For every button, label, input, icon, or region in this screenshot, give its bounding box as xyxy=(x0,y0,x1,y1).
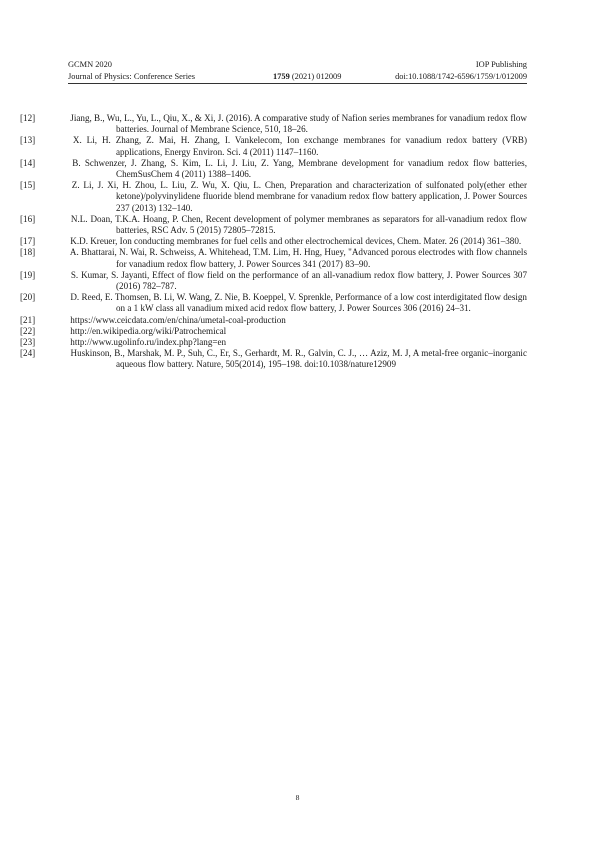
reference-text: Jiang, B., Wu, L., Yu, L., Qiu, X., & Xi, J. (2016). A comparative study of Nafion series membranes for vanadium redox flow batteries. Journal of Membrane Science, 510, 18–26. xyxy=(70,113,528,135)
reference-text: D. Reed, E. Thomsen, B. Li, W. Wang, Z. Nie, B. Koeppel, V. Sprenkle, Performance of a low cost interdigitated flow design on a 1 kW class all vanadium mixed acid redox flow battery, J. Power Sources 306 (2016) 24–31. xyxy=(70,292,527,314)
reference-text: Z. Li, J. Xi, H. Zhou, L. Liu, Z. Wu, X. Qiu, L. Chen, Preparation and characterization of sulfonated poly(ether ether ketone)/polyvinylidene fluoride blend membrane for vanadium redox flow battery application, J. Power Sources 237 (2013) 132–140. xyxy=(71,180,527,213)
reference-text: S. Kumar, S. Jayanti, Effect of flow field on the performance of an all-vanadium redox flow battery, J. Power Sources 307 (2016) 782–787. xyxy=(70,269,527,292)
reference-text: N.L. Doan, T.K.A. Hoang, P. Chen, Recent development of polymer membranes as separators for all-vanadium redox flow batteries, RSC Adv. 5 (2015) 72805–72815. xyxy=(70,213,527,236)
reference-link[interactable]: http://en.wikipedia.org/wiki/Patrochemical xyxy=(70,325,227,336)
reference-item: [24] Huskinson, B., Marshak, M. P., Suh, C., Er, S., Gerhardt, M. R., Galvin, C. J., … Aziz, M. J, A metal-free organic–inorganic aqueous flow battery. Nature, 505(2014), 195–198. doi:10.1038/nature12909 xyxy=(20,348,527,370)
reference-item: [16] N.L. Doan, T.K.A. Hoang, P. Chen, Recent development of polymer membranes as separators for all-vanadium redox flow batteries, RSC Adv. 5 (2015) 72805–72815. xyxy=(20,213,527,236)
reference-text: K.D. Kreuer, Ion conducting membranes for fuel cells and other electrochemical devices, Chem. Mater. 26 (2014) 361–380. xyxy=(70,236,522,247)
reference-text: X. Li, H. Zhang, Z. Mai, H. Zhang, I. Vankelecom, Ion exchange membranes for vanadium redox battery (VRB) applications, Energy Environ. Sci. 4 (2011) 1147–1160. xyxy=(72,135,527,157)
reference-item: [22] http://en.wikipedia.org/wiki/Patrochemical xyxy=(20,325,227,336)
header-divider xyxy=(68,83,527,84)
reference-item: [20] D. Reed, E. Thomsen, B. Li, W. Wang, Z. Nie, B. Koeppel, V. Sprenkle, Performance of a low cost interdigitated flow design on a 1 kW class all vanadium mixed acid redox flow battery, J. Power Sources 306 (2016) 24–31. xyxy=(20,292,527,314)
running-header-bottom xyxy=(68,72,527,82)
reference-link[interactable]: https://www.ceicdata.com/en/china/umetal-coal-production xyxy=(70,314,286,325)
reference-item: [14] B. Schwenzer, J. Zhang, S. Kim, L. Li, J. Liu, Z. Yang, Membrane development for vanadium redox flow batteries, ChemSusChem 4 (2011) 1388–1406. xyxy=(20,157,527,180)
citation-info xyxy=(273,72,341,82)
reference-list xyxy=(20,113,528,371)
reference-item: [19] S. Kumar, S. Jayanti, Effect of flow field on the performance of an all-vanadium redox flow battery, J. Power Sources 307 (2016) 782–787. xyxy=(20,269,527,292)
reference-item: [17] K.D. Kreuer, Ion conducting membranes for fuel cells and other electrochemical devices, Chem. Mater. 26 (2014) 361–380. xyxy=(20,236,522,247)
reference-text: Huskinson, B., Marshak, M. P., Suh, C., Er, S., Gerhardt, M. R., Galvin, C. J., … Aziz, M. J, A metal-free organic–inorganic aqueous flow battery. Nature, 505(2014), 195–198. doi:10.1038/nature12909 xyxy=(70,348,527,370)
reference-item: [13] X. Li, H. Zhang, Z. Mai, H. Zhang, I. Vankelecom, Ion exchange membranes for vanadium redox battery (VRB) applications, Energy Environ. Sci. 4 (2011) 1147–1160. xyxy=(20,135,527,157)
reference-link[interactable]: http://www.ugolinfo.ru/index.php?lang=en xyxy=(70,337,227,348)
reference-item: [21] https://www.ceicdata.com/en/china/umetal-coal-production xyxy=(20,314,286,325)
reference-text: B. Schwenzer, J. Zhang, S. Kim, L. Li, J. Liu, Z. Yang, Membrane development for vanadium redox flow batteries, ChemSusChem 4 (2011) 1388–1406. xyxy=(72,157,527,180)
doi-text: doi:10.1088/1742-6596/1759/1/012009 xyxy=(395,72,527,81)
conference-name: GCMN 2020 xyxy=(68,60,112,69)
year-article: (2021) 012009 xyxy=(289,72,342,81)
reference-text: A. Bhattarai, N. Wai, R. Schweiss, A. Whitehead, T.M. Lim, H. Hng, Huey, "Advanced porous electrodes with flow channels for vanadium redox flow battery, J. Power Sources 341 (2017) 83–90. xyxy=(69,247,527,269)
running-header-top xyxy=(68,60,527,70)
reference-item: [18] A. Bhattarai, N. Wai, R. Schweiss, A. Whitehead, T.M. Lim, H. Hng, Huey, "Advanced porous electrodes with flow channels for vanadium redox flow battery, J. Power Sources 341 (2017) 83–90. xyxy=(20,247,527,269)
page-number: 8 xyxy=(295,793,300,802)
publisher-name: IOP Publishing xyxy=(475,60,527,69)
reference-item: [15] Z. Li, J. Xi, H. Zhou, L. Liu, Z. Wu, X. Qiu, L. Chen, Preparation and characterization of sulfonated poly(ether ether ketone)/polyvinylidene fluoride blend membrane for vanadium redox flow battery application, J. Power Sources 237 (2013) 132–140. xyxy=(20,180,527,213)
journal-series: Journal of Physics: Conference Series xyxy=(68,72,195,81)
reference-item: [12] Jiang, B., Wu, L., Yu, L., Qiu, X., & Xi, J. (2016). A comparative study of Nafion series membranes for vanadium redox flow batteries. Journal of Membrane Science, 510, 18–26. xyxy=(20,113,528,135)
reference-item: [23] http://www.ugolinfo.ru/index.php?lang=en xyxy=(20,337,227,348)
volume-number: 1759 xyxy=(273,72,290,81)
